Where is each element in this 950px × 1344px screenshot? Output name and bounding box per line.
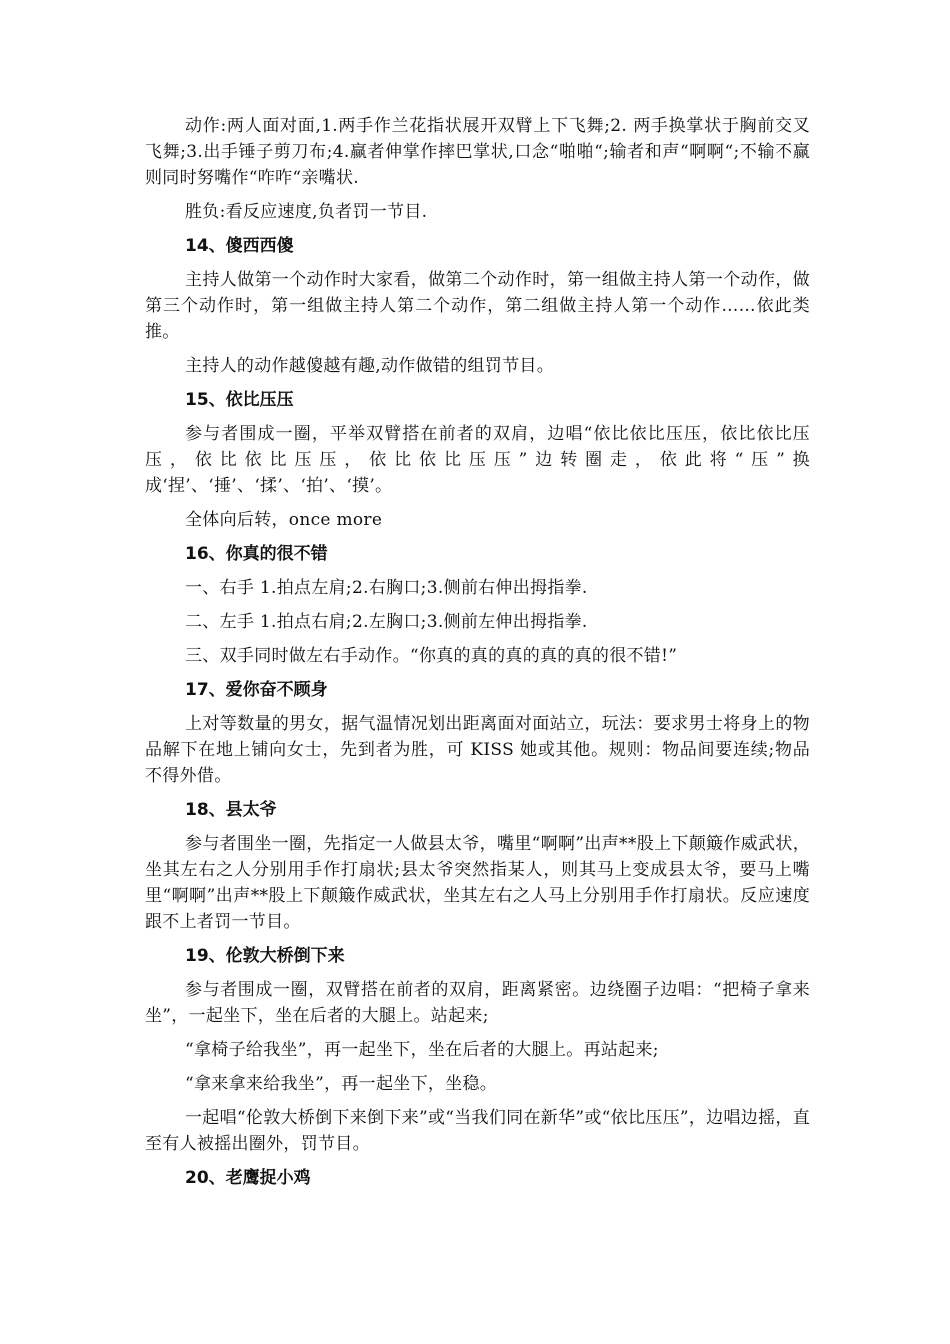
paragraph-16-step1: 一、右手 1.拍点左肩;2.右胸口;3.侧前右伸出拇指拳. bbox=[185, 578, 588, 598]
paragraph-19-step4: 一起唱“伦敦大桥倒下来倒下来”或“当我们同在新华”或“依比压压”，边唱边摇，直至有人被摇出圈外，罚节目。 bbox=[145, 1108, 810, 1154]
heading-18: 18、县太爷 bbox=[185, 800, 277, 820]
paragraph-19-step2: “拿椅子给我坐”，再一起坐下，坐在后者的大腿上。再站起来; bbox=[185, 1040, 659, 1060]
paragraph-18-rules: 参与者围坐一圈，先指定一人做县太爷，嘴里“啊啊”出声**股上下颠簸作威武状，坐其左右之人分别用手作打扇状;县太爷突然指某人，则其马上变成县太爷，要马上嘴里“啊啊”出声**股上下颠簸作威武状，坐其左右之人马上分别用手作打扇状。反应速度跟不上者罚一节目。 bbox=[145, 834, 810, 932]
heading-20: 20、老鹰捉小鸡 bbox=[185, 1168, 311, 1188]
paragraph-19-step1: 参与者围成一圈，双臂搭在前者的双肩，距离紧密。边绕圈子边唱：“把椅子拿来坐”，一起坐下，坐在后者的大腿上。站起来; bbox=[145, 980, 810, 1026]
paragraph-14-rules: 主持人做第一个动作时大家看，做第二个动作时，第一组做主持人第一个动作，做第三个动作时，第一组做主持人第二个动作，第二组做主持人第一个动作……依此类推。 bbox=[145, 270, 810, 342]
heading-15: 15、依比压压 bbox=[185, 390, 294, 410]
paragraph-outcome: 胜负:看反应速度,负者罚一节目. bbox=[185, 202, 428, 222]
heading-14: 14、傻西西傻 bbox=[185, 236, 294, 256]
heading-17: 17、爱你奋不顾身 bbox=[185, 680, 328, 700]
paragraph-15-rules: 参与者围成一圈，平举双臂搭在前者的双肩，边唱“依比依比压压，依比依比压压，依比依比压压，依比依比压压”边转圈走，依此将“压”换成‘捏’、‘捶’、‘揉’、‘拍’、‘摸’。 bbox=[145, 424, 810, 496]
paragraph-16-step2: 二、左手 1.拍点右肩;2.左胸口;3.侧前左伸出拇指拳. bbox=[185, 612, 588, 632]
paragraph-16-step3: 三、双手同时做左右手动作。“你真的真的真的真的真的很不错!” bbox=[185, 646, 678, 666]
paragraph-17-rules: 上对等数量的男女，据气温情况划出距离面对面站立，玩法：要求男士将身上的物品解下在地上铺向女士，先到者为胜，可 KISS 她或其他。规则：物品间要连续;物品不得外借。 bbox=[145, 714, 810, 786]
paragraph-15-turn: 全体向后转，once more bbox=[185, 510, 383, 530]
heading-19: 19、伦敦大桥倒下来 bbox=[185, 946, 345, 966]
heading-16: 16、你真的很不错 bbox=[185, 544, 328, 564]
document-page bbox=[145, 113, 810, 1199]
paragraph-14-penalty: 主持人的动作越傻越有趣,动作做错的组罚节目。 bbox=[185, 356, 555, 376]
paragraph-action-rules: 动作:两人面对面,1.两手作兰花指状展开双臂上下飞舞;2. 两手换掌状于胸前交叉飞舞;3.出手锤子剪刀布;4.赢者伸掌作摔巴掌状,口念“啪啪“;输者和声“啊啊“;不输不赢则同时努嘴作“咋咋“亲嘴状. bbox=[145, 116, 810, 188]
paragraph-19-step3: “拿来拿来给我坐”，再一起坐下，坐稳。 bbox=[185, 1074, 498, 1094]
